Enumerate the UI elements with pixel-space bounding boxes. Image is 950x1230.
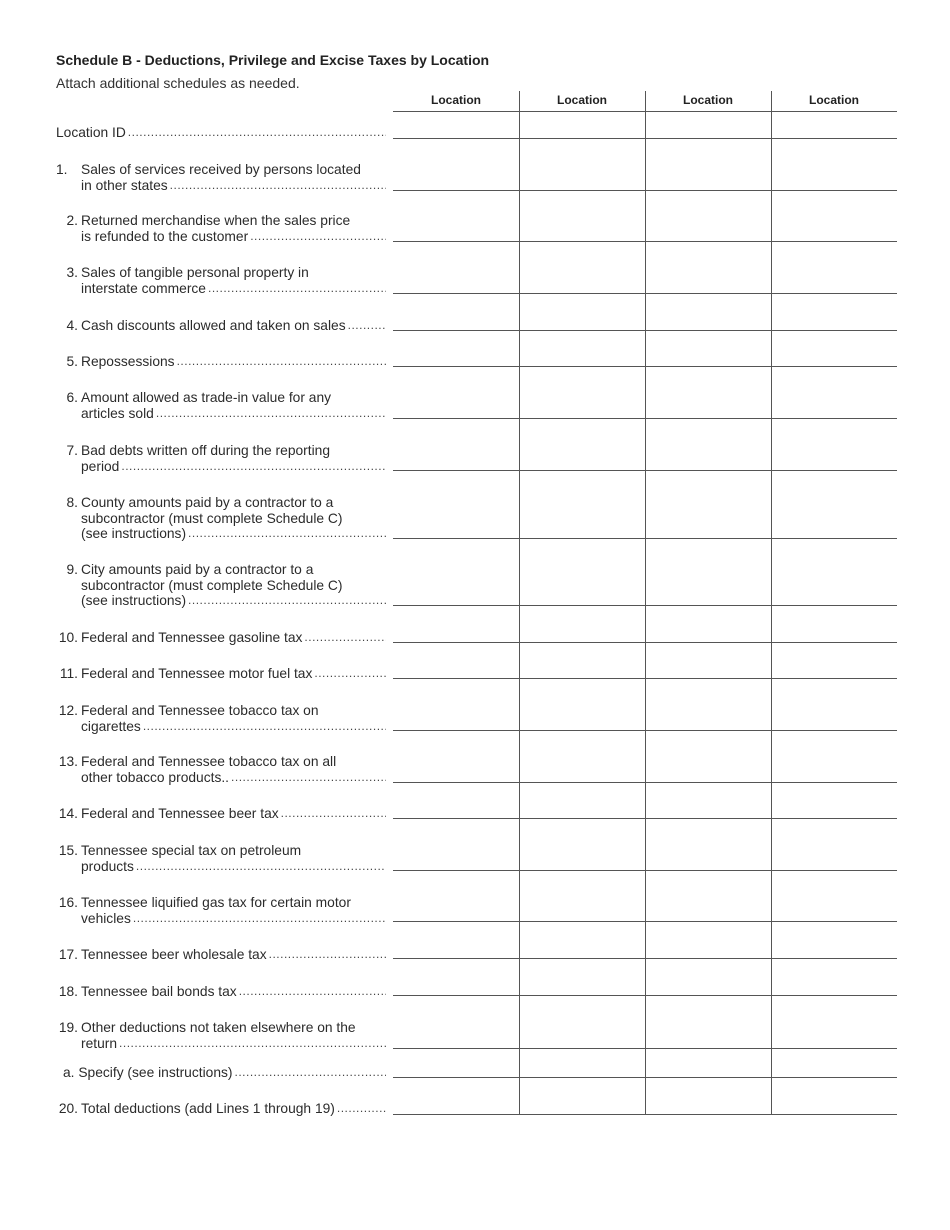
- line-text: is refunded to the customer: [81, 228, 249, 244]
- row-rule: [393, 730, 897, 731]
- location-id-row: [56, 125, 386, 141]
- deduction-line-6: [56, 390, 386, 421]
- line-text: articles sold: [81, 405, 154, 421]
- line-number: 1.: [56, 162, 68, 177]
- row-rule: [393, 241, 897, 242]
- line-number: 11.: [59, 666, 78, 681]
- row-rule: [393, 366, 897, 367]
- deduction-line-9: [56, 562, 386, 609]
- line-text: Other deductions not taken elsewhere on the: [81, 1020, 356, 1035]
- row-rule: [393, 293, 897, 294]
- line-text: vehicles: [81, 910, 131, 926]
- line-text: subcontractor (must complete Schedule C): [81, 577, 343, 593]
- line-text: Tennessee beer wholesale tax: [81, 947, 267, 962]
- column-header-location-4: Location: [809, 93, 859, 107]
- deduction-line-3: [56, 265, 386, 296]
- row-rule: [393, 1048, 897, 1049]
- row-rule: [393, 995, 897, 996]
- line-text: Federal and Tennessee motor fuel tax: [81, 666, 313, 681]
- line-number: 8.: [66, 495, 78, 510]
- deduction-line-4: [56, 318, 386, 334]
- line-text: Sales of services received by persons located: [81, 162, 361, 177]
- line-text: County amounts paid by a contractor to a: [81, 495, 334, 510]
- deduction-line-5: [56, 354, 386, 370]
- line-text: (see instructions): [81, 526, 187, 541]
- deduction-line-8: [56, 495, 386, 542]
- row-rule: [393, 190, 897, 191]
- row-rule: [393, 1077, 897, 1078]
- line-text: return: [81, 1035, 118, 1051]
- line-text: Sales of tangible personal property in: [81, 265, 309, 280]
- line-text: other tobacco products..: [81, 769, 230, 785]
- row-rule: [393, 958, 897, 959]
- line-text: Repossessions: [81, 354, 175, 369]
- column-divider: [771, 91, 772, 1115]
- deduction-line-20: [56, 1101, 386, 1117]
- deduction-line-19a: [56, 1065, 386, 1081]
- line-text: Tennessee bail bonds tax: [81, 984, 237, 999]
- row-rule: [393, 782, 897, 783]
- deduction-line-15: [56, 843, 386, 874]
- row-rule: [393, 470, 897, 471]
- column-header-location-1: Location: [431, 93, 481, 107]
- line-text: Total deductions (add Lines 1 through 19): [81, 1101, 335, 1116]
- line-text: products: [81, 858, 134, 874]
- row-rule: [393, 330, 897, 331]
- line-number: 20.: [58, 1101, 78, 1116]
- line-text: Federal and Tennessee gasoline tax: [81, 630, 303, 645]
- line-text: Federal and Tennessee tobacco tax on all: [81, 754, 337, 769]
- line-number: 2.: [66, 213, 78, 228]
- deduction-line-12: [56, 703, 386, 734]
- line-text: Tennessee special tax on petroleum: [81, 843, 302, 858]
- line-text: Federal and Tennessee tobacco tax on: [81, 703, 319, 718]
- column-divider: [519, 91, 520, 1115]
- line-text: Federal and Tennessee beer tax: [81, 806, 279, 821]
- line-number: 13.: [58, 754, 78, 769]
- schedule-subtitle: Attach additional schedules as needed.: [56, 75, 300, 91]
- row-rule: [393, 1114, 897, 1115]
- column-header-location-2: Location: [557, 93, 607, 107]
- line-text: cigarettes: [81, 718, 141, 734]
- location-id-label: Location ID: [56, 125, 126, 140]
- deduction-line-7: [56, 443, 386, 474]
- row-rule: [393, 538, 897, 539]
- line-number: 3.: [66, 265, 78, 280]
- line-number: 6.: [66, 390, 78, 405]
- line-number: 9.: [66, 562, 78, 577]
- row-rule: [393, 642, 897, 643]
- deduction-line-17: [56, 947, 386, 963]
- deduction-line-13: [56, 754, 386, 785]
- line-text: in other states: [81, 177, 168, 193]
- row-rule: [393, 418, 897, 419]
- deduction-line-1: [56, 162, 386, 193]
- line-number: 18.: [58, 984, 78, 999]
- line-text: period: [81, 458, 120, 474]
- schedule-title: Schedule B - Deductions, Privilege and Excise Taxes by Location: [56, 52, 490, 68]
- line-number: 5.: [66, 354, 78, 369]
- row-rule: [393, 870, 897, 871]
- line-text: interstate commerce: [81, 280, 206, 296]
- line-number: 16.: [58, 895, 78, 910]
- line-text: Specify (see instructions): [78, 1065, 233, 1080]
- line-number: 15.: [58, 843, 78, 858]
- header-rule: [393, 111, 897, 112]
- deduction-line-19: [56, 1020, 386, 1051]
- deduction-line-16: [56, 895, 386, 926]
- line-text: subcontractor (must complete Schedule C): [81, 510, 343, 526]
- deduction-line-14: [56, 806, 386, 822]
- line-number: a.: [63, 1065, 75, 1080]
- line-text: Amount allowed as trade-in value for any: [81, 390, 332, 405]
- line-text: Cash discounts allowed and taken on sales: [81, 318, 346, 333]
- row-rule: [393, 138, 897, 139]
- row-rule: [393, 818, 897, 819]
- line-number: 14.: [58, 806, 78, 821]
- line-number: 19.: [58, 1020, 78, 1035]
- line-text: Tennessee liquified gas tax for certain motor: [81, 895, 351, 910]
- deduction-line-11: [56, 666, 386, 682]
- line-number: 17.: [58, 947, 78, 962]
- row-rule: [393, 605, 897, 606]
- row-rule: [393, 921, 897, 922]
- line-number: 12.: [58, 703, 78, 718]
- line-text: City amounts paid by a contractor to a: [81, 562, 314, 577]
- line-text: Bad debts written off during the reporting: [81, 443, 331, 458]
- line-text: (see instructions): [81, 593, 187, 608]
- column-header-location-3: Location: [683, 93, 733, 107]
- deduction-line-2: [56, 213, 386, 244]
- deduction-line-10: [56, 630, 386, 646]
- line-number: 7.: [66, 443, 78, 458]
- column-divider: [645, 91, 646, 1115]
- line-number: 10.: [58, 630, 78, 645]
- row-rule: [393, 678, 897, 679]
- line-number: 4.: [66, 318, 78, 333]
- deduction-line-18: [56, 984, 386, 1000]
- line-text: Returned merchandise when the sales price: [81, 213, 351, 228]
